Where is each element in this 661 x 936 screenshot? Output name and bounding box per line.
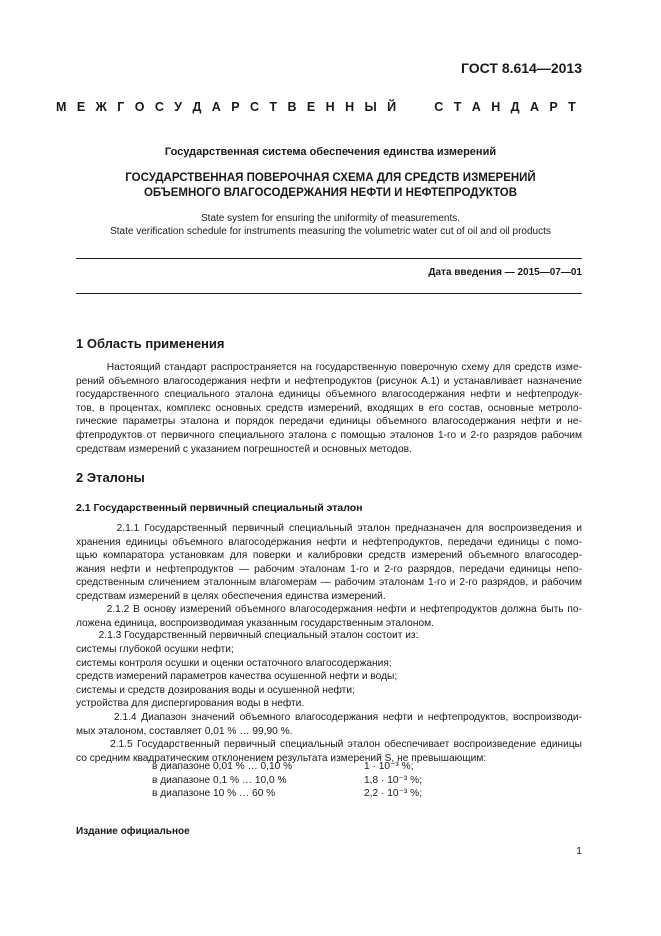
standard-type-letter: Г xyxy=(117,100,125,114)
main-title xyxy=(0,171,661,201)
standard-type-letter: С xyxy=(249,100,260,114)
standard-type-letter xyxy=(420,100,424,114)
section-2-heading: 2 Эталоны xyxy=(76,470,145,485)
standard-type-letter: Й xyxy=(387,100,397,114)
text-line: мых эталоном, составляет 0,01 % … 99,90 %. xyxy=(76,725,293,737)
standard-type-letter: В xyxy=(287,100,297,114)
standard-type-letter: Н xyxy=(345,100,355,114)
standard-type-letter: Е xyxy=(306,100,316,114)
text-line: 2.1.2 В основу измерений объемного влагосодержания нефти и нефтепродуктов должна быть по- xyxy=(76,604,582,615)
text-line: государственного специального эталона единицы объемного влагосодержания нефти и нефтепродук- xyxy=(76,389,582,401)
paragraph-2-1-3-text: 2.1.3 Государственный первичный специальный эталон состоит из: xyxy=(76,630,419,641)
range-value: 2,2 · 10⁻³ %; xyxy=(364,788,423,800)
section-1-paragraph xyxy=(76,361,582,456)
standard-type-heading xyxy=(56,100,576,114)
text-line: 2.1.4 Диапазон значений объемного влагосодержания нефти и нефтепродуктов, воспроизводи- xyxy=(76,712,582,723)
list-item: системы и средств дозирования воды и осушенной нефти; xyxy=(76,684,355,696)
standard-type-letter xyxy=(407,100,411,114)
text-line: Настоящий стандарт распространяется на государственную поверочную схему для средств изме- xyxy=(76,362,582,373)
text-line: со средним квадратическим отклонением результата измерений S, не превышающим: xyxy=(76,752,487,764)
english-title-line: State verification schedule for instruments measuring the volumetric water cut of oil and oil products xyxy=(110,226,551,237)
paragraph-2-1-2 xyxy=(76,603,582,630)
standard-type-letter: С xyxy=(434,100,444,114)
text-line: средственным сличением эталонным влагомерам — рабочим эталонам 1-го и 2-го разрядов, и рабочим xyxy=(76,577,582,589)
text-line: гические параметры эталона и порядок передачи единицы объемного влагосодержания нефти и не- xyxy=(76,416,582,428)
range-label: в диапазоне 0,01 % … 0,10 % xyxy=(152,761,293,772)
official-edition-note: Издание официальное xyxy=(76,826,190,837)
range-row xyxy=(152,775,572,789)
list-item: устройства для диспергирования воды в нефти. xyxy=(76,698,305,710)
text-line: фтепродуктов от первичного специального эталона с помощью эталонов 1-го и 2-го разрядов рабочим xyxy=(76,429,582,441)
introduction-date: Дата введения — 2015—07—01 xyxy=(428,267,582,278)
divider-top xyxy=(76,258,582,259)
range-value: 1,8 · 10⁻³ %; xyxy=(364,774,423,786)
main-title-line: ОБЪЕМНОГО ВЛАГОСОДЕРЖАНИЯ НЕФТИ И НЕФТЕПРОДУКТОВ xyxy=(143,187,518,199)
range-label: в диапазоне 0,1 % … 10,0 % xyxy=(152,774,287,786)
standard-type-letter: Р xyxy=(231,100,240,114)
standard-type-letter: Т xyxy=(453,100,462,114)
divider-bottom xyxy=(76,293,582,294)
text-line: 2.1.1 Государственный первичный специальный эталон предназначен для воспроизведения и xyxy=(76,523,582,534)
standard-type-letter: Н xyxy=(325,100,335,114)
list-item: системы контроля осушки и оценки остаточного влагосодержания; xyxy=(76,657,392,669)
list-item: системы глубокой осушки нефти; xyxy=(76,644,234,655)
standard-type-letter: Д xyxy=(510,100,520,114)
range-label: в диапазоне 10 % … 60 % xyxy=(152,788,276,800)
english-title xyxy=(0,212,661,238)
paragraph-2-1-3 xyxy=(76,630,418,641)
range-row xyxy=(152,761,572,775)
standard-type-letter: Р xyxy=(549,100,558,114)
standard-type-letter: Ы xyxy=(364,100,377,114)
range-row xyxy=(152,788,572,802)
text-line: 2.1.5 Государственный первичный специальный эталон обеспечивает воспроизведение единицы xyxy=(76,739,582,750)
standard-type-letter: Т xyxy=(269,100,278,114)
standard-type-letter: Т xyxy=(568,100,576,114)
standard-type-letter: А xyxy=(211,100,221,114)
page-number: 1 xyxy=(576,845,582,857)
section-1-heading: 1 Область применения xyxy=(76,336,225,351)
standard-type-letter: Д xyxy=(192,100,202,114)
standard-type-letter: О xyxy=(134,100,145,114)
components-list xyxy=(76,643,397,711)
paragraph-2-1-1 xyxy=(76,522,582,604)
text-line: средствам измерений с указанием погрешностей и основных методов. xyxy=(76,443,412,455)
document-number: ГОСТ 8.614—2013 xyxy=(460,60,582,76)
text-line: хранения единицы объемного влагосодержания нефти и нефтепродуктов, передачи единицы с помо- xyxy=(76,536,582,548)
text-line: ложена единица, воспроизводимая указанным государственным эталоном. xyxy=(76,617,434,629)
list-item: средств измерений параметров качества осушенной нефти и воды; xyxy=(76,671,398,683)
standard-type-letter: У xyxy=(174,100,183,114)
text-line: щью компаратора установкам для поверки и калибровки средств измерений объемного влагосодер- xyxy=(76,550,582,562)
text-line: средствам измерений в целях обеспечения единства измерений. xyxy=(76,590,386,602)
text-line: рений объемного влагосодержания нефти и нефтепродуктов (рисунок А.1) и устанавливает назначение xyxy=(76,375,582,387)
paragraph-2-1-4 xyxy=(76,711,582,738)
standard-type-letter: Н xyxy=(491,100,501,114)
ranges-list xyxy=(76,761,496,802)
english-title-line: State system for ensuring the uniformity of measurements. xyxy=(201,213,460,224)
system-title: Государственная система обеспечения единства измерений xyxy=(164,146,497,158)
standard-type-letter: М xyxy=(56,100,67,114)
range-value: 1 · 10⁻³ %; xyxy=(364,761,414,772)
standard-type-letter: Ж xyxy=(95,100,107,114)
standard-type-letter: А xyxy=(471,100,481,114)
standard-type-letter: Е xyxy=(76,100,86,114)
text-line: жания нефти и нефтепродуктов — рабочим эталонам 1-го и 2-го разрядов, передачи единицы непо- xyxy=(76,563,582,575)
standard-type-letter: А xyxy=(529,100,540,114)
subsection-2-1-heading: 2.1 Государственный первичный специальный эталон xyxy=(76,502,363,514)
text-line: тов, в процентах, комплекс основных средств измерений, входящих в его состав, основные метроло- xyxy=(76,402,582,414)
standard-type-letter: С xyxy=(154,100,164,114)
main-title-line: ГОСУДАРСТВЕННАЯ ПОВЕРОЧНАЯ СХЕМА ДЛЯ СРЕДСТВ ИЗМЕРЕНИЙ xyxy=(125,172,536,184)
